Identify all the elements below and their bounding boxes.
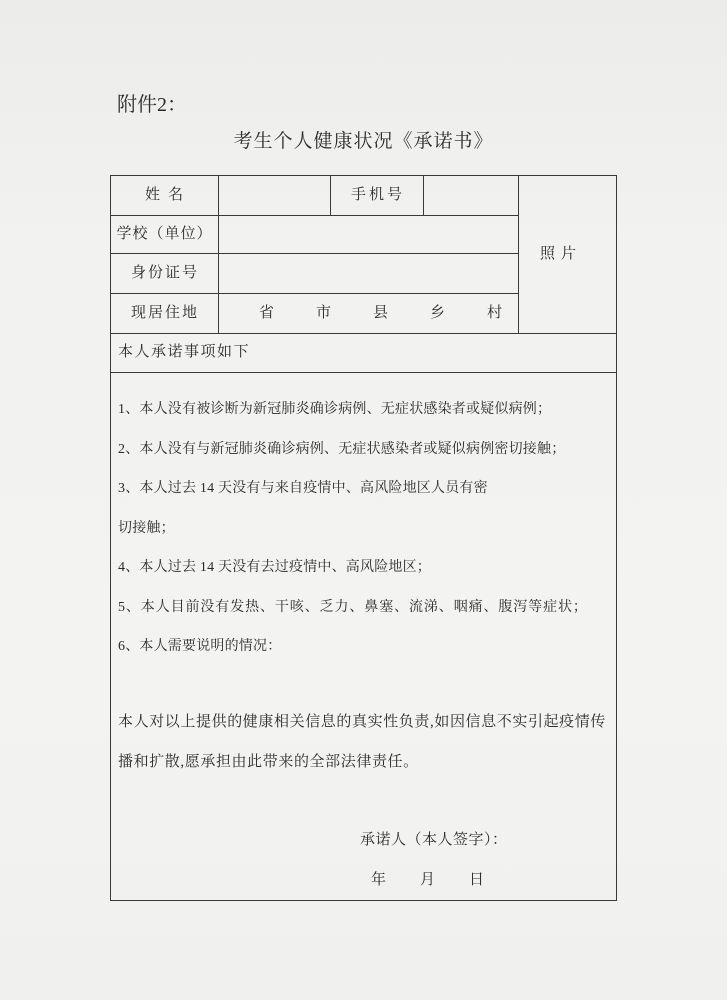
name-value-cell [218,175,330,215]
commitment-item-3-continued: 切接触； [118,520,175,536]
commitment-item-3: 3、本人过去 14 天没有与来自疫情中、高风险地区人员有密 [118,481,488,496]
phone-label: 手机号 [350,187,405,203]
photo-placeholder-label: 照片 [540,246,583,262]
commitment-heading: 本人承诺事项如下 [118,344,251,360]
date-month: 月 [420,872,436,888]
date-day: 日 [469,872,485,888]
address-province: 省 [259,305,275,321]
commitment-item-1: 1、本人没有被诊断为新冠肺炎确诊病例、无症状感染者或疑似病例； [118,402,552,417]
date-year: 年 [371,872,387,888]
statement-line: 本人对以上提供的健康相关信息的真实性负责,如因信息不实引起疫情传 [118,714,606,730]
document-title: 考生个人健康状况《承诺书》 [233,131,494,152]
address-label: 现居住地 [130,305,199,321]
responsibility-statement [118,702,615,782]
name-label: 姓名 [144,187,191,203]
commitment-list [118,390,613,667]
school-label: 学校（单位） [116,226,213,242]
id-number-label: 身份证号 [130,265,199,281]
table-grid-line [518,175,519,333]
date-line [371,868,484,892]
statement-line: 播和扩散,愿承担由此带来的全部法律责任。 [118,754,419,770]
commitment-item-2: 2、本人没有与新冠肺炎确诊病例、无症状感染者或疑似病例密切接触； [118,441,566,457]
commitment-item-5: 5、本人目前没有发热、干咳、乏力、鼻塞、流涕、咽痛、腹泻等症状； [118,599,588,615]
school-value-cell [218,215,518,253]
phone-value-cell [423,175,518,215]
commitment-item-4: 4、本人过去 14 天没有去过疫情中、高风险地区； [118,560,431,575]
signature-label: 承诺人（本人签字）： [360,832,508,848]
address-county: 县 [373,305,389,321]
id-number-value-cell [218,253,518,293]
address-village: 村 [487,305,503,321]
address-value-cell [259,293,502,333]
address-township: 乡 [430,305,446,321]
commitment-item-6: 6、本人需要说明的情况： [118,639,282,654]
attachment-label: 附件2： [117,94,187,116]
address-city: 市 [316,305,332,321]
table-grid-line [110,372,617,373]
